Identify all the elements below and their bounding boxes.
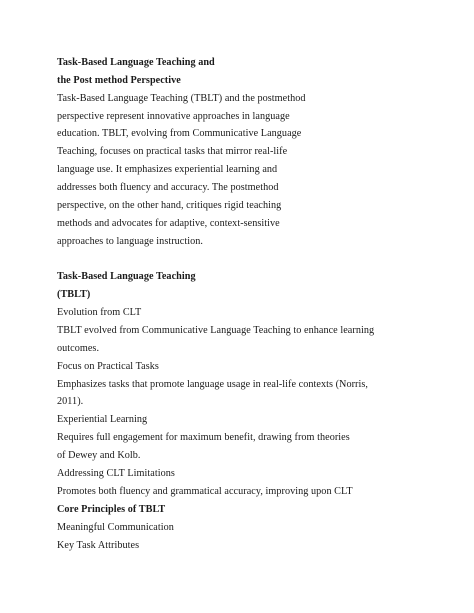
section-text-line: Requires full engagement for maximum benefit, drawing from theories [57, 432, 350, 443]
section-text-line: TBLT evolved from Communicative Language Teaching to enhance learning [57, 325, 375, 336]
section-heading-line-2: (TBLT) [57, 289, 91, 300]
intro-paragraph-line: Task-Based Language Teaching (TBLT) and the postmethod [57, 93, 306, 104]
section-subheading: Experiential Learning [57, 414, 148, 425]
intro-paragraph-line: language use. It emphasizes experiential learning and [57, 164, 278, 175]
section-text-line: outcomes. [57, 343, 100, 354]
section-heading-line-1: Task-Based Language Teaching [57, 271, 196, 282]
intro-paragraph-line: methods and advocates for adaptive, context-sensitive [57, 218, 280, 229]
intro-paragraph-line: perspective represent innovative approaches in language [57, 111, 290, 122]
section-subheading: Focus on Practical Tasks [57, 361, 159, 372]
document-title-line-2: the Post method Perspective [57, 75, 181, 86]
intro-paragraph-line: Teaching, focuses on practical tasks that mirror real-life [57, 146, 288, 157]
intro-paragraph-line: perspective, on the other hand, critiques rigid teaching [57, 200, 282, 211]
section-subheading: Addressing CLT Limitations [57, 468, 175, 479]
document-title-line-1: Task-Based Language Teaching and [57, 57, 215, 68]
section-subheading: Meaningful Communication [57, 522, 174, 533]
section-text-line: of Dewey and Kolb. [57, 450, 141, 461]
section-subheading: Key Task Attributes [57, 540, 140, 551]
intro-paragraph-line: education. TBLT, evolving from Communicative Language [57, 128, 302, 139]
section-text-line: Promotes both fluency and grammatical accuracy, improving upon CLT [57, 486, 353, 497]
section-text-line: 2011). [57, 396, 84, 407]
intro-paragraph-line: addresses both fluency and accuracy. The postmethod [57, 182, 279, 193]
core-principles-heading: Core Principles of TBLT [57, 504, 166, 515]
section-subheading: Evolution from CLT [57, 307, 142, 318]
section-text-line: Emphasizes tasks that promote language usage in real-life contexts (Norris, [57, 379, 368, 390]
intro-paragraph-line: approaches to language instruction. [57, 236, 204, 247]
